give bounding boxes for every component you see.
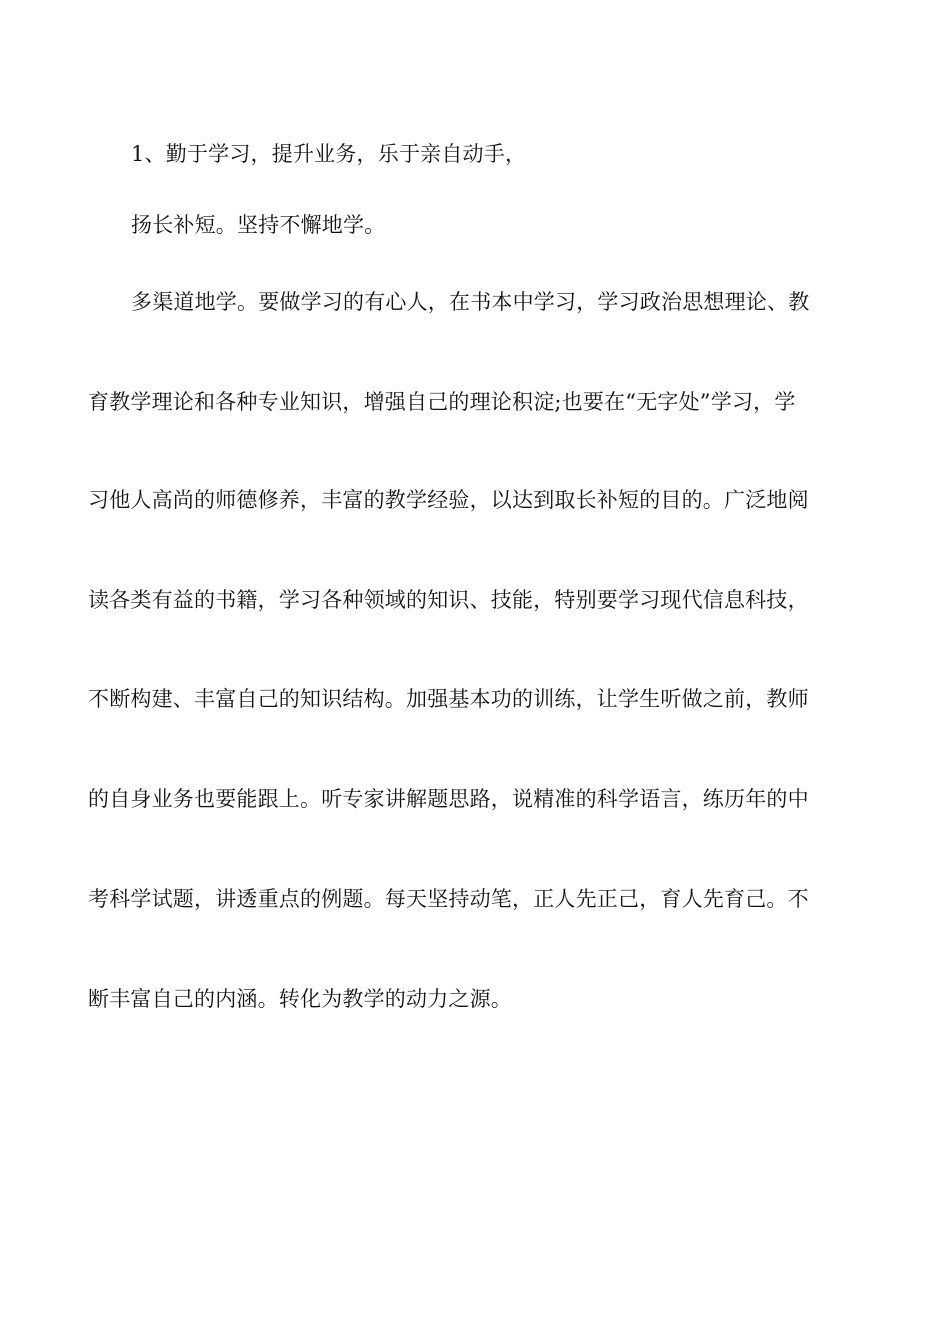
text-line: 不断构建、丰富自己的知识结构。加强基本功的训练，让学生听做之前，教师 bbox=[88, 687, 809, 711]
text-line: 扬长补短。坚持不懈地学。 bbox=[131, 213, 386, 237]
text-line: 习他人高尚的师德修养，丰富的教学经验，以达到取长补短的目的。广泛地阅 bbox=[88, 488, 809, 512]
text-line-heading: 1、勤于学习，提升业务，乐于亲自动手， bbox=[131, 142, 527, 166]
text-line: 育教学理论和各种专业知识，增强自己的理论积淀;也要在“无字处”学习，学 bbox=[88, 390, 796, 414]
text-line: 读各类有益的书籍，学习各种领域的知识、技能，特别要学习现代信息科技， bbox=[88, 588, 809, 612]
text-line: 多渠道地学。要做学习的有心人，在书本中学习，学习政治思想理论、教 bbox=[131, 290, 810, 314]
text-line: 考科学试题，讲透重点的例题。每天坚持动笔，正人先正己，育人先育己。不 bbox=[88, 887, 809, 911]
text-line: 的自身业务也要能跟上。听专家讲解题思路，说精准的科学语言，练历年的中 bbox=[88, 787, 809, 811]
text-line: 断丰富自己的内涵。转化为教学的动力之源。 bbox=[88, 987, 512, 1011]
